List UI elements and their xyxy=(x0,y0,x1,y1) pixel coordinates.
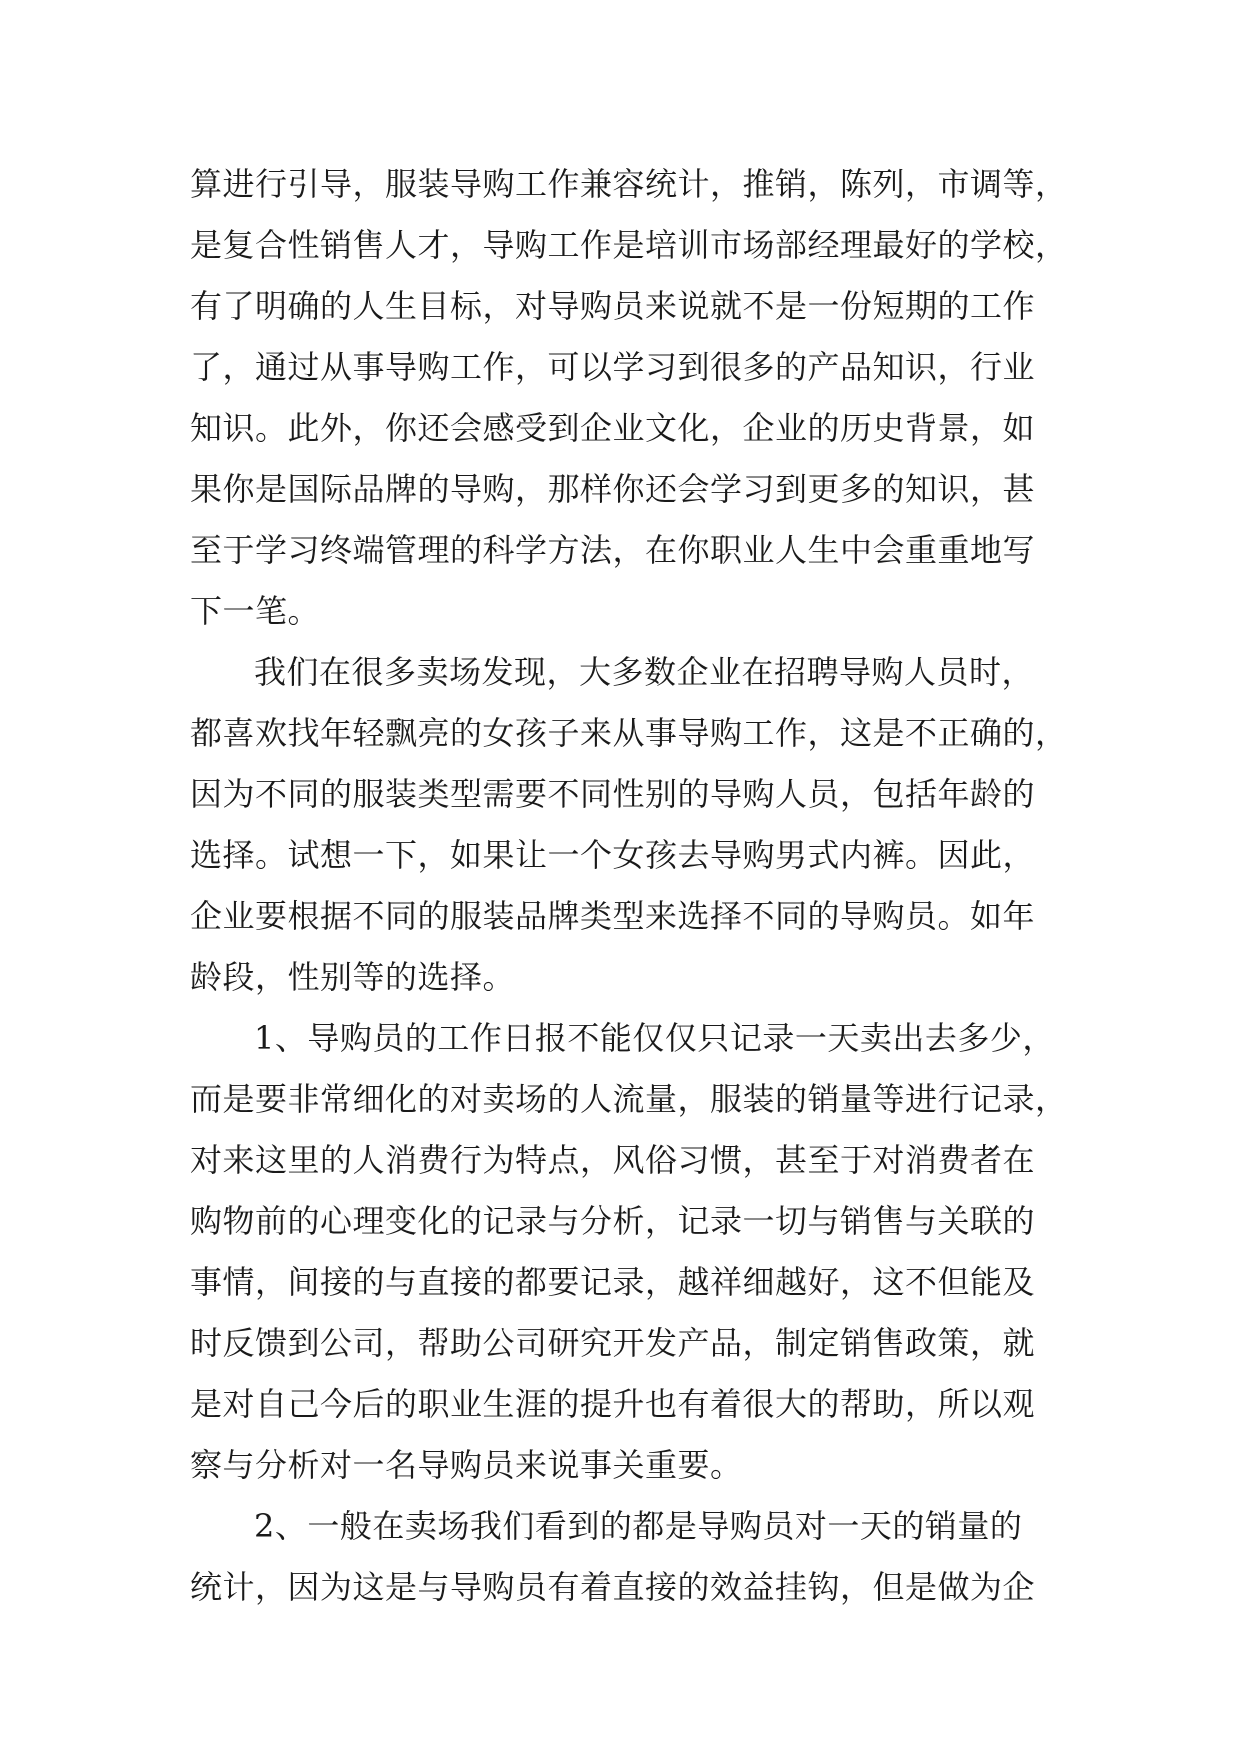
text-line: 察与分析对一名导购员来说事关重要。 xyxy=(190,1446,743,1484)
text-line: 是对自己今后的职业生涯的提升也有着很大的帮助，所以观 xyxy=(190,1385,1036,1423)
paragraph-4 xyxy=(190,1496,1085,1618)
text-line: 企业要根据不同的服装品牌类型来选择不同的导购员。如年 xyxy=(190,897,1036,935)
text-line-indented: 1、导购员的工作日报不能仅仅只记录一天卖出去多少， xyxy=(254,1019,1055,1057)
text-line-indented: 2、一般在卖场我们看到的都是导购员对一天的销量的 xyxy=(254,1507,1023,1545)
text-line: 因为不同的服装类型需要不同性别的导购人员，包括年龄的 xyxy=(190,775,1036,813)
text-line: 都喜欢找年轻飘亮的女孩子来从事导购工作，这是不正确的， xyxy=(190,714,1068,752)
text-line: 而是要非常细化的对卖场的人流量，服装的销量等进行记录， xyxy=(190,1080,1068,1118)
text-line: 至于学习终端管理的科学方法，在你职业人生中会重重地写 xyxy=(190,531,1036,569)
text-line: 选择。试想一下，如果让一个女孩去导购男式内裤。因此， xyxy=(190,836,1036,874)
paragraph-1 xyxy=(190,154,1085,642)
text-line: 了，通过从事导购工作，可以学习到很多的产品知识，行业 xyxy=(190,348,1036,386)
text-line: 事情，间接的与直接的都要记录，越祥细越好，这不但能及 xyxy=(190,1263,1036,1301)
paragraph-2 xyxy=(190,642,1085,1008)
text-line: 购物前的心理变化的记录与分析，记录一切与销售与关联的 xyxy=(190,1202,1036,1240)
text-line: 时反馈到公司，帮助公司研究开发产品，制定销售政策，就 xyxy=(190,1324,1036,1362)
text-line: 果你是国际品牌的导购，那样你还会学习到更多的知识，甚 xyxy=(190,470,1036,508)
text-line: 下一笔。 xyxy=(190,592,321,630)
text-line: 算进行引导，服装导购工作兼容统计，推销，陈列，市调等， xyxy=(190,165,1068,203)
paragraph-3 xyxy=(190,1008,1085,1496)
text-line-indented: 我们在很多卖场发现，大多数企业在招聘导购人员时， xyxy=(254,653,1035,691)
text-line: 对来这里的人消费行为特点，风俗习惯，甚至于对消费者在 xyxy=(190,1141,1036,1179)
text-line: 有了明确的人生目标，对导购员来说就不是一份短期的工作 xyxy=(190,287,1036,325)
text-line: 知识。此外，你还会感受到企业文化，企业的历史背景，如 xyxy=(190,409,1036,447)
text-line: 是复合性销售人才，导购工作是培训市场部经理最好的学校， xyxy=(190,226,1068,264)
document-body xyxy=(190,154,1085,1618)
text-line: 统计，因为这是与导购员有着直接的效益挂钩，但是做为企 xyxy=(190,1568,1036,1606)
text-line: 龄段，性别等的选择。 xyxy=(190,958,516,996)
